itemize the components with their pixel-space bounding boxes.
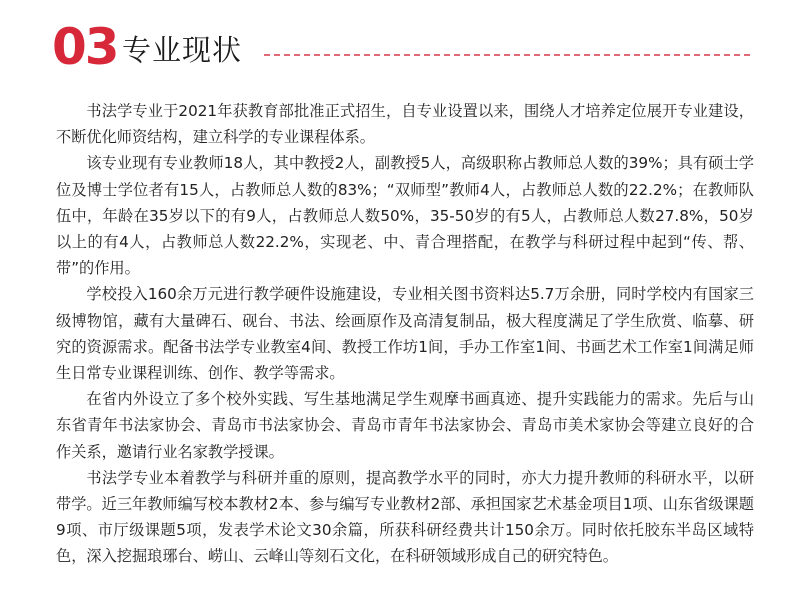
section-title: 专业现状 [122, 33, 243, 67]
paragraph-program-establishment: 书法学专业于2021年获教育部批准正式招生，自专业设置以来，围绕人才培养定位展开专业建设，不断优化师资结构，建立科学的专业课程体系。 [56, 102, 754, 147]
section-number: 03 [52, 18, 118, 76]
paragraph-facilities: 学校投入160余万元进行教学硬件设施建设，专业相关图书资料达5.7万余册，同时学校内有国家三级博物馆，藏有大量碑石、砚台、书法、绘画原作及高清复制品，极大程度满足了学生欣赏、临摹、研究的资源需求。配备书法学专业教室4间、教授工作坊1间，手办工作室1间、书画艺术工作室1间满足师生日常专业课程训练、创作、教学等需求。 [56, 285, 754, 383]
paragraph-practice-partnerships: 在省内外设立了多个校外实践、写生基地满足学生观摩书画真迹、提升实践能力的需求。先后与山东省青年书法家协会、青岛市书法家协会、青岛市青年书法家协会、青岛市美术家协会等建立良好的合作关系，邀请行业名家教学授课。 [56, 390, 754, 461]
section-header [52, 16, 750, 78]
paragraph-faculty: 该专业现有专业教师18人，其中教授2人，副教授5人，高级职称占教师总人数的39%；具有硕士学位及博士学位者有15人，占教师总人数的83%；“双师型”教师4人，占教师总人数的22.2%；在教师队伍中，年龄在35岁以下的有9人，占教师总人数50%，35-50岁的有5人，占教师总人数27.8%，50岁以上的有4人，占教师总人数22.2%，实现老、中、青合理搭配，在教学与科研过程中起到“传、帮、带”的作用。 [56, 154, 754, 278]
section-divider [264, 54, 750, 56]
paragraph-research: 书法学专业本着教学与科研并重的原则，提高教学水平的同时，亦大力提升教师的科研水平，以研带学。近三年教师编写校本教材2本、参与编写专业教材2部、承担国家艺术基金项目1项、山东省级课题9项、市厅级课题5项，发表学术论文30余篇，所获科研经费共计150余万。同时依托胶东半岛区域特色，深入挖掘琅琊台、崂山、云峰山等刻石文化，在科研领域形成自己的研究特色。 [56, 468, 754, 566]
body-text [56, 98, 754, 570]
